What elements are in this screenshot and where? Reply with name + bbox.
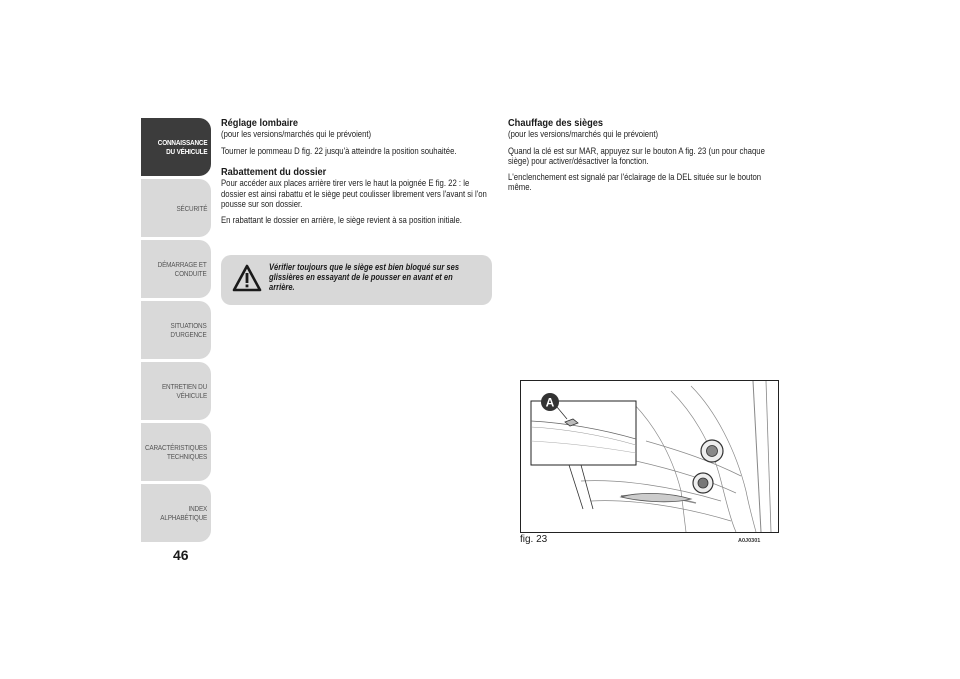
chapter-tabs xyxy=(141,118,211,545)
page-number: 46 xyxy=(173,547,189,563)
lumbar-text: Tourner le pommeau D fig. 22 jusqu'à atteindre la position souhaitée. xyxy=(221,145,457,156)
heating-text-2: L'enclenchement est signalé par l'éclairage de la DEL située sur le bouton même. xyxy=(508,171,762,192)
tab-label: SITUATIONS D'URGENCE xyxy=(170,321,207,339)
tab-label: CARACTÉRISTIQUES TECHNIQUES xyxy=(144,443,207,461)
tab-securite[interactable] xyxy=(141,179,211,237)
figure-code: A0J0301 xyxy=(738,538,761,544)
lumbar-heading: Réglage lombaire xyxy=(221,117,299,129)
tab-connaissance-du-vehicule[interactable] xyxy=(141,118,211,176)
heating-heading: Chauffage des sièges xyxy=(508,117,603,129)
seat-drawing xyxy=(521,381,778,532)
tab-label: CONNAISSANCE DU VÉHICULE xyxy=(157,138,207,156)
folding-text-2: En rabattant le dossier en arrière, le siège revient à sa position initiale. xyxy=(221,214,462,225)
tab-caracteristiques-techniques[interactable] xyxy=(141,423,211,481)
tab-situations-d-urgence[interactable] xyxy=(141,301,211,359)
lumbar-subtitle: (pour les versions/marchés qui le prévoient) xyxy=(221,129,372,139)
figure-caption: fig. 23 xyxy=(520,534,548,545)
tab-label: ENTRETIEN DU VÉHICULE xyxy=(161,382,207,400)
right-column xyxy=(508,117,783,198)
tab-demarrage-et-conduite[interactable] xyxy=(141,240,211,298)
tab-label: INDEX ALPHABÉTIQUE xyxy=(160,504,207,522)
warning-text: Vérifier toujours que le siège est bien bloqué sur ses glissières en essayant de le pousser en avant et en arrière. xyxy=(269,262,460,292)
tab-label: SÉCURITÉ xyxy=(176,203,207,213)
heating-text-1: Quand la clé est sur MAR, appuyez sur le bouton A fig. 23 (un pour chaque siège) pour activer/désactiver la fonction. xyxy=(508,145,765,166)
tab-entretien-du-vehicule[interactable] xyxy=(141,362,211,420)
warning-triangle-icon xyxy=(232,264,262,292)
seat-illustration xyxy=(520,380,779,533)
tab-label: DÉMARRAGE ET CONDUITE xyxy=(158,260,207,278)
folding-heading: Rabattement du dossier xyxy=(221,166,327,178)
folding-text-1: Pour accéder aux places arrière tirer vers le haut la poignée E fig. 22 : le dossier est ainsi rabattu et le siège peut coulisser librement vers l'avant si l'on pousse sur son dossier. xyxy=(221,178,487,209)
left-column xyxy=(221,117,496,230)
tab-index-alphabetique[interactable] xyxy=(141,484,211,542)
callout-a-label: A xyxy=(545,395,555,410)
heating-subtitle: (pour les versions/marchés qui le prévoient) xyxy=(508,129,659,139)
warning-box xyxy=(221,255,492,305)
